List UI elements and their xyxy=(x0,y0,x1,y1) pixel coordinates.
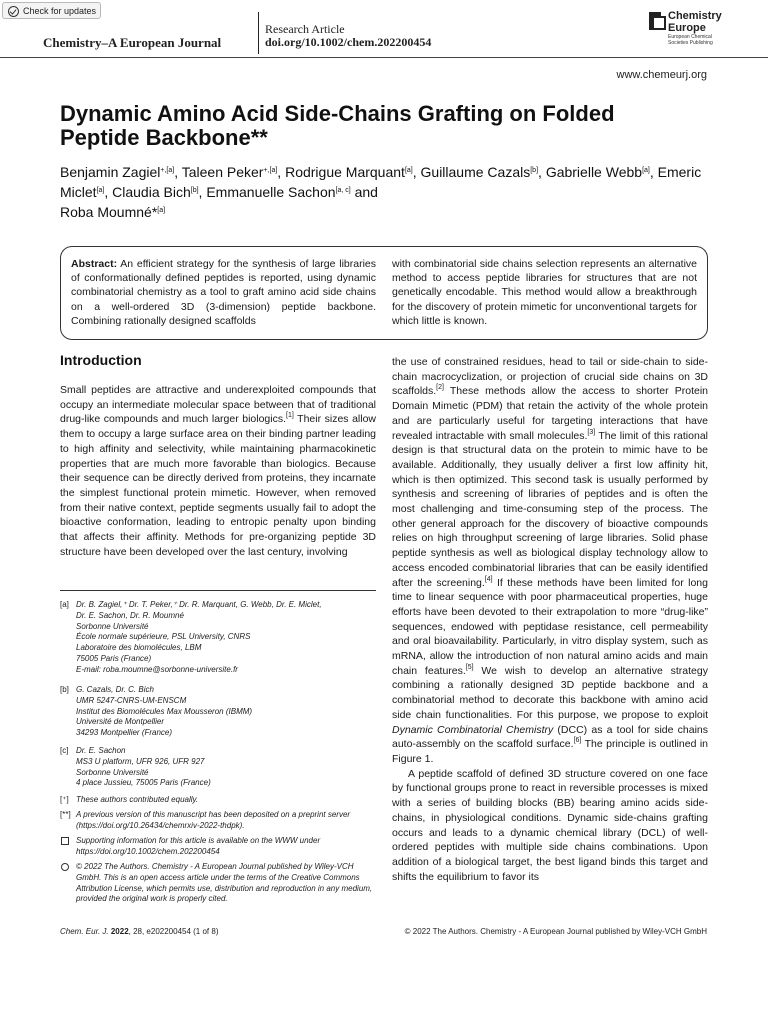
abstract-label: Abstract: xyxy=(71,258,118,270)
header-divider xyxy=(258,12,259,54)
journal-name: Chemistry–A European Journal xyxy=(43,35,222,50)
author: Gabrielle Webb xyxy=(545,164,643,180)
document-icon xyxy=(61,837,69,845)
author: Emmanuelle Sachon xyxy=(206,184,336,200)
abstract-right: with combinatorial side chains selection represents an alternative method to access peptide libraries for structures that are not genetically encodable. This method would allow a breakthrough for the discovery of protein mimetic for unconventional targets for which little is known. xyxy=(392,258,697,327)
author: Emeric Miclet xyxy=(60,164,702,200)
author: Benjamin Zagiel xyxy=(60,164,161,180)
open-access-icon xyxy=(61,863,69,871)
publisher-subtitle: European Chemical Societies Publishing xyxy=(668,34,713,46)
check-icon xyxy=(8,6,19,17)
citation-footer: Chem. Eur. J. 2022, 28, e202200454 (1 of 8) xyxy=(60,927,219,936)
and-word: and xyxy=(354,184,378,200)
equal-contribution-note: [⁺] These authors contributed equally. xyxy=(60,795,199,804)
citation-ref[interactable]: [4] xyxy=(484,575,493,583)
author: Claudia Bich xyxy=(112,184,191,200)
chemistry-europe-logo-icon xyxy=(648,11,668,31)
license-note: © 2022 The Authors. Chemistry - A European Journal published by Wiley-VCH GmbH. This is an open access article under the terms of the Creative Commons Attribution License, which permits use, distribution and reproduction in any medium, provided the original work is properly cited. xyxy=(60,862,376,905)
article-title: Dynamic Amino Acid Side-Chains Grafting on Folded Peptide Backbone** xyxy=(60,101,615,150)
email-link[interactable]: E-mail: roba.moumne@sorbonne-universite.fr xyxy=(76,664,238,674)
check-for-updates-badge[interactable] xyxy=(2,2,101,19)
article-type: Research Article xyxy=(265,22,345,36)
doi-link[interactable]: doi.org/10.1002/chem.202200454 xyxy=(265,35,432,49)
author: Guillaume Cazals xyxy=(420,164,531,180)
journal-website[interactable]: www.chemeurj.org xyxy=(616,69,707,81)
copyright-footer: © 2022 The Authors. Chemistry - A European Journal published by Wiley-VCH GmbH xyxy=(404,927,707,936)
citation-ref[interactable]: [1] xyxy=(286,412,294,420)
abstract-left: Abstract: An efficient strategy for the synthesis of large libraries of conformationally defined peptides is reported, using dynamic combinatorial chemistry as a tool to graft amino acid side chains on a well-ordered 3D (3-dimension) peptide backbone. Combining rationally designed scaffolds xyxy=(71,258,377,327)
author: Rodrigue Marquant xyxy=(285,164,405,180)
author: Roba Moumné* xyxy=(60,204,158,220)
affiliation-b: [b] G. Cazals, Dr. C. Bich UMR 5247-CNRS-UM-ENSCM Institut des Biomolécules Max Mousseron (IBMM) Université de Montpellier 34293 Montpellier (France) xyxy=(60,685,253,738)
citation-ref[interactable]: [3] xyxy=(587,428,596,436)
author: Taleen Peker xyxy=(181,164,264,180)
supporting-info-note: Supporting information for this article is available on the WWW under https://doi.org/10.1002/chem.202200454 xyxy=(60,836,376,858)
affiliation-c: [c] Dr. E. Sachon MS3 U platform, UFR 926, UFR 927 Sorbonne Université 4 place Jussieu, 75005 Paris (France) xyxy=(60,746,211,788)
paragraph: A peptide scaffold of defined 3D structure covered on one face by functional groups prone to react in reversible processes is mixed with a series of building blocks (BB) bearing amino acids side-chains, in physiological conditions. Dynamic side-chains grafting occurs and leads to a dynamic chemical library (DCL) of well-ordered peptides with multiple side chains combinations. Upon addition of a biological target, the best ligand binds this target and shifts the equilibrium to favor its xyxy=(392,767,708,883)
badge-label: Check for updates xyxy=(23,6,97,16)
author-list: Benjamin Zagiel$^{+,[a]}$, Taleen Peker$^{+,[a]}$, Rodrigue Marquant[a], Guillaume Cazals[b], Gabrielle Webb[a], Emeric Miclet[a], Claudia Bich[b], Emmanuelle Sachon[a, c] and Roba Moumné*[a] xyxy=(60,164,702,220)
footnote-rule xyxy=(60,590,376,591)
section-heading: Introduction xyxy=(60,352,142,368)
preprint-note: [**] A previous version of this manuscript has been deposited on a preprint server (https://doi.org/10.26434/chemrxiv-2022-thdpk). xyxy=(60,810,351,830)
affiliation-a: [a] Dr. B. Zagiel,⁺ Dr. T. Peker,⁺ Dr. R. Marquant, G. Webb, Dr. E. Miclet, Dr. E. Sachon, Dr. R. Moumné Sorbonne Université École normale supérieure, PSL University, CNRS Laboratoire des biomolécules, LBM 75005 Paris (France) E-mail: roba.moumne@sorbonne-universite.fr xyxy=(60,600,376,676)
citation-ref[interactable]: [2] xyxy=(436,384,444,392)
citation-ref[interactable]: [5] xyxy=(465,663,474,671)
header-rule xyxy=(0,57,768,58)
left-column-text: Small peptides are attractive and underexploited compounds that occupy an intermediate molecular space between that of traditional drug-like compounds and much larger biologics.[1] Their sizes allow them to occupy a large surface area on their binding partner leading to high affinity and selectivity, while maintaining pharmacokinetic properties that are much more favorable than biologics. Because their sequence can be directly derived from proteins, they incarnate the simplest functional protein mimetic. However, when removed from their native context, peptide segments usually fail to adopt the bioactive conformation, leading to entropic penalty upon binding that affects their affinity. Methods for pre-organizing peptide 3D structure have been developed over the last century, involving xyxy=(60,384,377,558)
citation-ref[interactable]: [6] xyxy=(573,737,582,745)
publisher-name: Chemistry Europe xyxy=(668,10,722,34)
right-column-text: the use of constrained residues, head to tail or side-chain to side-chain macrocyclization, or projection of crucial side chains on 3D scaffolds.[2] These methods allow the access to shorter Protein Domain Mimetic (PDM) that retain the activity of the whole protein and are particularly useful for targeting interactions that have revealed intractable with small molecules.[3] The limit of this rational design is that structural data on the protein to mimic have to be available. Additionally, they usually deliver a first low affinity hit, which is then optimized. This second task is usually performed by synthesis and screening of libraries of peptides and is often the most challenging and time-consuming step of the process. The other general approach for the discovery of bioactive compounds relies on high throughput screening of large libraries. Solid phase peptide synthesis as well as biological display technology allow to access encoded combinatorial libraries that can be easily identified after the screening.[4] If these methods have been limited for long time to linear sequence with poor pharmaceutical properties, huge efforts have been devoted to their extrapolation to more “drug-like” sequences, endowed with peptidase resistance, cell permeability and oral bioavailability. Particularly, in vitro display system, such as mRNA, allow the introduction of non natural amino acids and main chain features.[5] We wish to develop an alternative strategy combining a rationally designed 3D peptide backbone and a combinatorial method to decorate this backbone with amino acid side chain functionalities. For this purpose, we propose to exploit Dynamic Combinatorial Chemistry (DCC) as a tool for side chains auto-assembly on the scaffold surface.[6] The principle is outlined in Figure 1. A peptide scaffold of defined 3D structure covered on one face by functional groups prone to react in reversible processes is mixed with a series of building blocks (BB) bearing amino acids side-chains, in physiological conditions. Dynamic side-chains grafting occurs and leads to a dynamic chemical library (DCL) of well-ordered peptides with multiple side chains combinations. Upon addition of a biological target, the best ligand binds this target and shifts the equilibrium to favor its xyxy=(392,356,708,883)
